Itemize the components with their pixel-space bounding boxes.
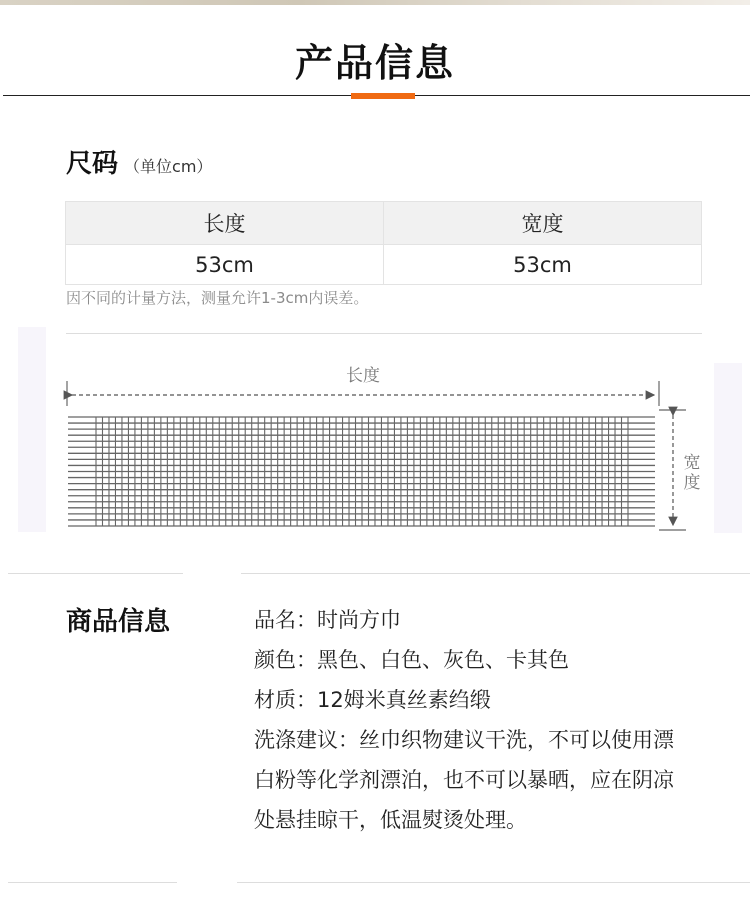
size-title-text: 尺码 xyxy=(66,149,119,179)
bottom-divider-left xyxy=(8,882,177,883)
size-value-length: 53cm xyxy=(66,245,384,285)
size-header-length: 长度 xyxy=(66,202,384,245)
product-info-list xyxy=(254,600,744,840)
size-header-width: 宽度 xyxy=(384,202,702,245)
size-value-width: 53cm xyxy=(384,245,702,285)
product-name: 品名：时尚方巾 xyxy=(254,608,401,632)
bottom-divider-right xyxy=(237,882,750,883)
product-divider-right xyxy=(241,573,750,574)
product-care-line-3: 处悬挂晾干，低温熨烫处理。 xyxy=(254,808,527,832)
product-material: 材质：12姆米真丝素绉缎 xyxy=(254,688,491,712)
measurement-note: 因不同的计量方法，测量允许1-3cm内误差。 xyxy=(66,289,369,307)
product-section-title: 商品信息 xyxy=(66,607,171,637)
size-unit-label: （单位cm） xyxy=(124,157,213,176)
product-care-line-2: 白粉等化学剂漂泊，也不可以暴晒，应在阴凉 xyxy=(254,768,674,792)
product-care-line-1: 洗涤建议：丝巾织物建议干洗，不可以使用漂 xyxy=(254,728,674,752)
width-label-char-2: 度 xyxy=(683,473,701,493)
width-label-char-1: 宽 xyxy=(683,453,701,473)
length-dimension-label: 长度 xyxy=(346,366,380,386)
product-divider-left xyxy=(8,573,183,574)
page-title: 产品信息 xyxy=(294,41,455,85)
scarf-illustration xyxy=(68,417,655,526)
product-colors: 颜色：黑色、白色、灰色、卡其色 xyxy=(254,648,569,672)
